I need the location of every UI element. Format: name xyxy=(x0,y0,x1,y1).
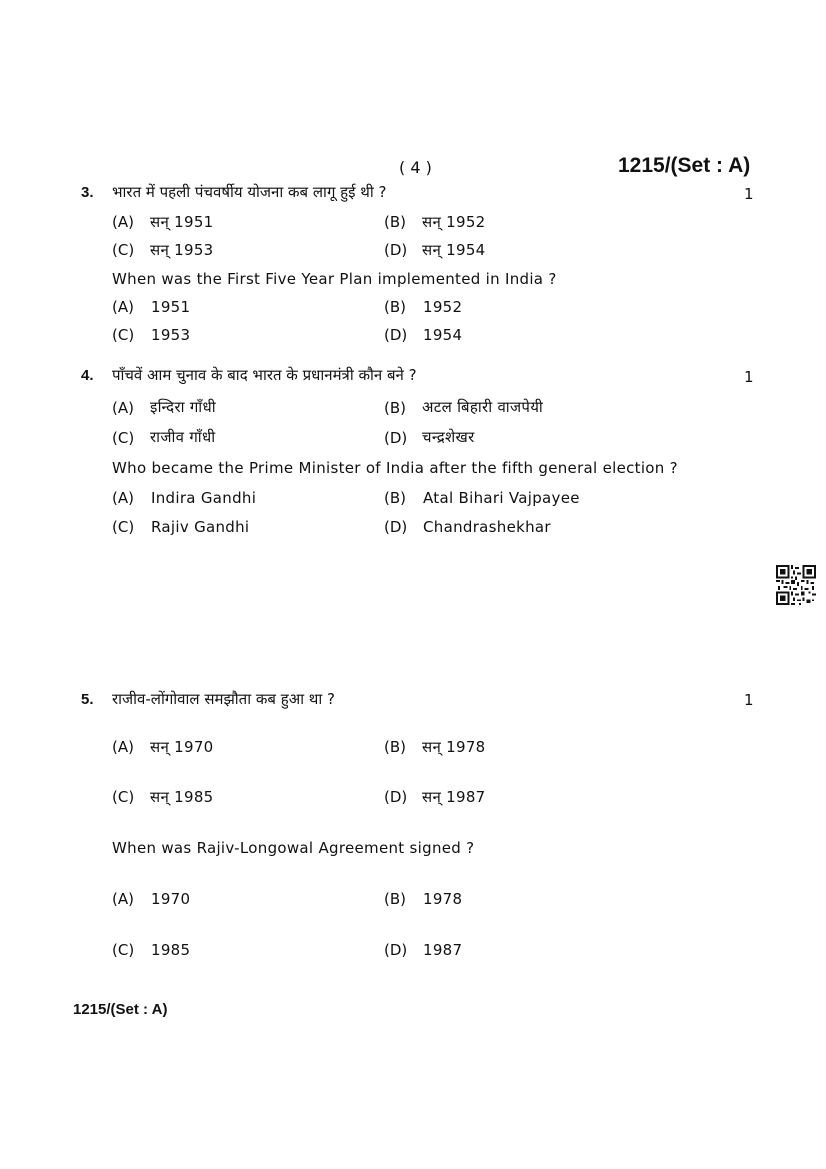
question-5-hindi-text: राजीव-लोंगोवाल समझौता कब हुआ था ? xyxy=(112,690,335,708)
question-4-english-option-d: Chandrashekhar xyxy=(423,518,551,536)
question-3-english-option-b: 1952 xyxy=(423,298,463,316)
question-3-hindi-option-a-label: (A) xyxy=(112,213,134,231)
question-4-english-option-c: Rajiv Gandhi xyxy=(151,518,250,536)
page-number: ( 4 ) xyxy=(399,158,432,177)
question-3-english-option-d-label: (D) xyxy=(384,326,408,344)
question-5-hindi-option-b: सन् 1978 xyxy=(422,738,486,756)
question-5-hindi-option-a-label: (A) xyxy=(112,738,134,756)
question-3-english-option-c: 1953 xyxy=(151,326,191,344)
question-5-english-text: When was Rajiv-Longowal Agreement signed ? xyxy=(112,839,475,857)
question-3-number: 3. xyxy=(81,184,94,201)
question-5-english-option-b: 1978 xyxy=(423,890,463,908)
question-4-marks: 1 xyxy=(744,368,754,386)
question-5-english-option-a-label: (A) xyxy=(112,890,134,908)
question-4-english-option-a: Indira Gandhi xyxy=(151,489,257,507)
question-3-hindi-option-c: सन् 1953 xyxy=(150,241,214,259)
question-5-hindi-option-d: सन् 1987 xyxy=(422,788,486,806)
question-3-hindi-option-b: सन् 1952 xyxy=(422,213,486,231)
question-3-hindi-option-a: सन् 1951 xyxy=(150,213,214,231)
question-5-number: 5. xyxy=(81,691,94,708)
question-4-english-option-c-label: (C) xyxy=(112,518,135,536)
question-3-hindi-text: भारत में पहली पंचवर्षीय योजना कब लागू हुई थी ? xyxy=(112,183,387,201)
question-5-english-option-a: 1970 xyxy=(151,890,191,908)
question-4-hindi-option-d: चन्द्रशेखर xyxy=(422,428,475,446)
question-5-hindi-option-d-label: (D) xyxy=(384,788,408,806)
question-4-english-option-b: Atal Bihari Vajpayee xyxy=(423,489,580,507)
question-3-english-option-a-label: (A) xyxy=(112,298,134,316)
question-5-english-option-c: 1985 xyxy=(151,941,191,959)
question-4-hindi-option-d-label: (D) xyxy=(384,429,408,447)
question-5-hindi-option-c: सन् 1985 xyxy=(150,788,214,806)
question-3-english-option-b-label: (B) xyxy=(384,298,406,316)
question-3-marks: 1 xyxy=(744,185,754,203)
question-4-hindi-option-b-label: (B) xyxy=(384,399,406,417)
question-4-english-option-d-label: (D) xyxy=(384,518,408,536)
question-3-hindi-option-d: सन् 1954 xyxy=(422,241,486,259)
question-5-english-option-c-label: (C) xyxy=(112,941,135,959)
question-3-english-option-a: 1951 xyxy=(151,298,191,316)
question-4-hindi-option-a-label: (A) xyxy=(112,399,134,417)
question-3-hindi-option-c-label: (C) xyxy=(112,241,135,259)
question-3-hindi-option-d-label: (D) xyxy=(384,241,408,259)
question-5-english-option-d: 1987 xyxy=(423,941,463,959)
question-5-hindi-option-c-label: (C) xyxy=(112,788,135,806)
question-4-hindi-option-b: अटल बिहारी वाजपेयी xyxy=(422,398,544,416)
qr-code-icon xyxy=(776,565,816,605)
question-4-english-option-a-label: (A) xyxy=(112,489,134,507)
question-5-hindi-option-b-label: (B) xyxy=(384,738,406,756)
header-set-code: 1215/(Set : A) xyxy=(618,154,751,177)
question-4-english-text: Who became the Prime Minister of India after the fifth general election ? xyxy=(112,459,678,477)
footer-set-code: 1215/(Set : A) xyxy=(73,1001,168,1018)
question-4-english-option-b-label: (B) xyxy=(384,489,406,507)
question-4-number: 4. xyxy=(81,367,94,384)
question-4-hindi-option-c-label: (C) xyxy=(112,429,135,447)
question-5-hindi-option-a: सन् 1970 xyxy=(150,738,214,756)
question-4-hindi-text: पाँचवें आम चुनाव के बाद भारत के प्रधानमंत्री कौन बने ? xyxy=(112,366,417,384)
question-5-english-option-d-label: (D) xyxy=(384,941,408,959)
question-4-hindi-option-c: राजीव गाँधी xyxy=(150,428,216,446)
question-3-hindi-option-b-label: (B) xyxy=(384,213,406,231)
question-3-english-text: When was the First Five Year Plan implemented in India ? xyxy=(112,270,557,288)
question-5-marks: 1 xyxy=(744,691,754,709)
question-3-english-option-c-label: (C) xyxy=(112,326,135,344)
question-5-english-option-b-label: (B) xyxy=(384,890,406,908)
question-3-english-option-d: 1954 xyxy=(423,326,463,344)
question-4-hindi-option-a: इन्दिरा गाँधी xyxy=(150,398,216,416)
